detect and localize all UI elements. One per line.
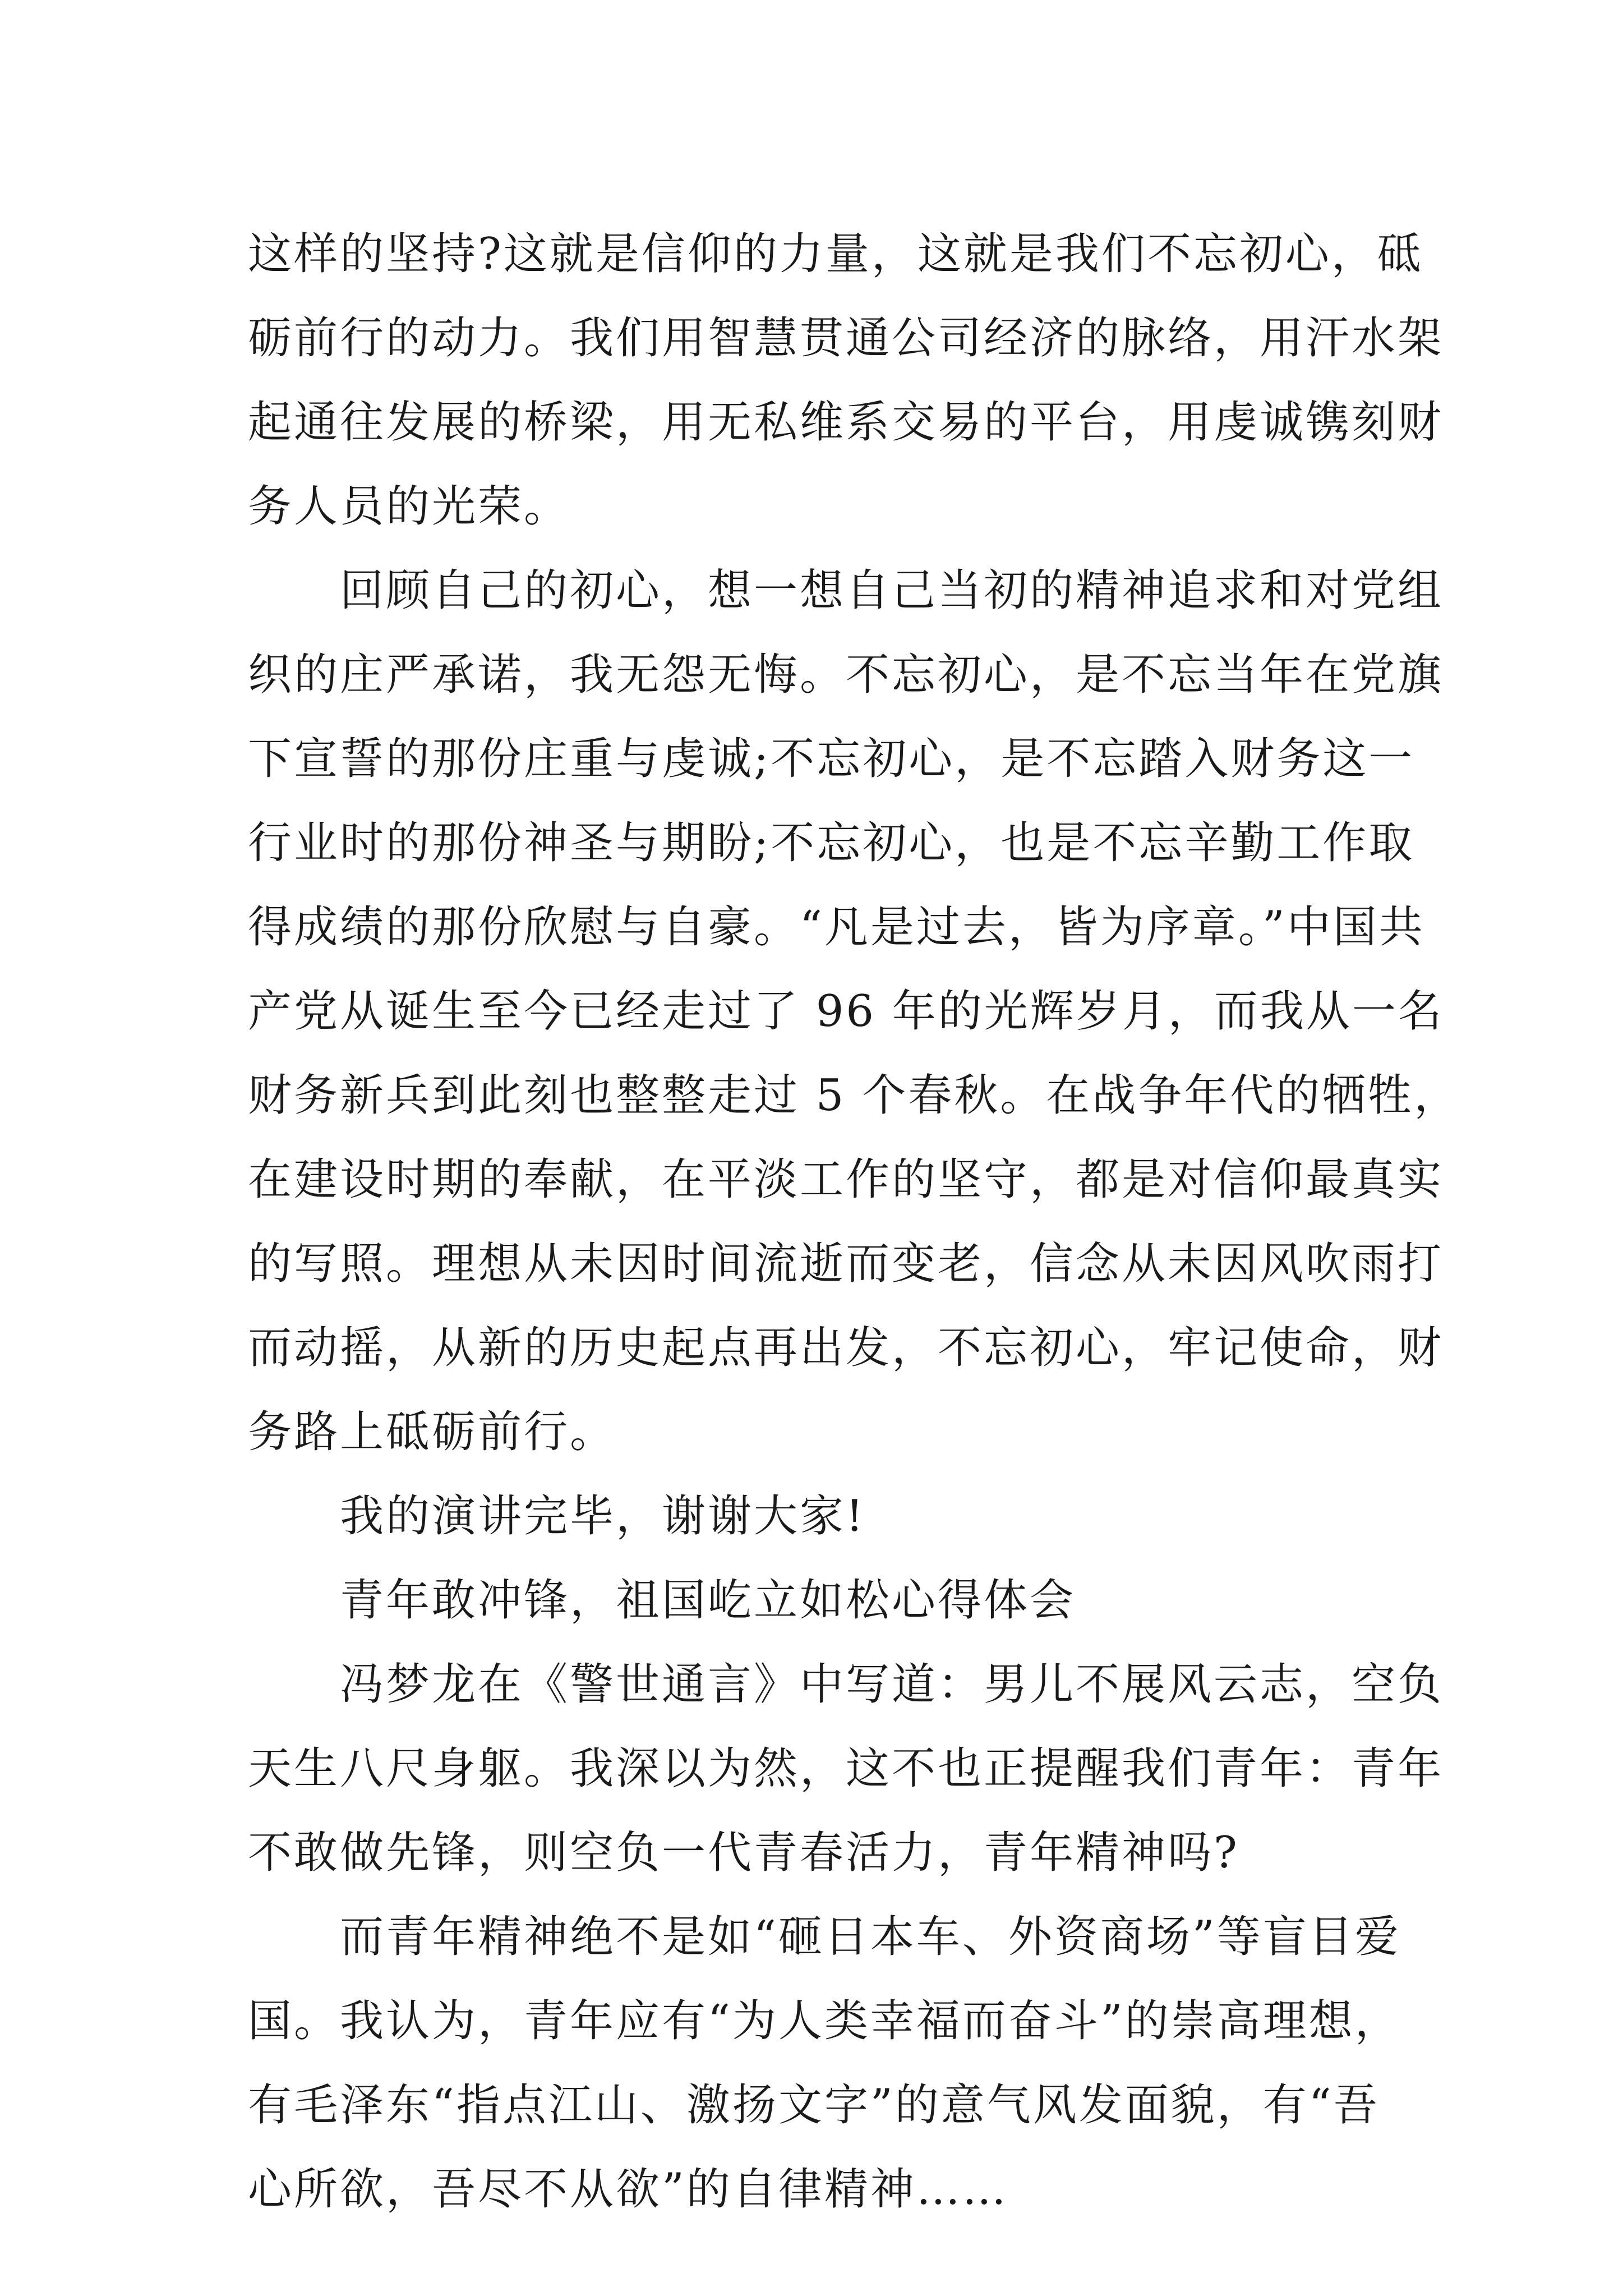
text-line: 而青年精神绝不是如“砸日本车、外资商场”等盲目爱 bbox=[248, 1912, 1401, 1962]
text-line: 回顾自己的初心，想一想自己当初的精神追求和对党组 bbox=[248, 565, 1444, 616]
text-line: 行业时的那份神圣与期盼;不忘初心，也是不忘辛勤工作取 bbox=[248, 818, 1415, 868]
text-line: 国。我认为，青年应有“为人类幸福而奋斗”的崇高理想， bbox=[248, 1996, 1401, 2046]
text-line: 下宣誓的那份庄重与虔诚;不忘初心，是不忘踏入财务这一 bbox=[248, 734, 1415, 784]
text-line: 不敢做先锋，则空负一代青春活力，青年精神吗? bbox=[248, 1828, 1239, 1878]
text-line: 砺前行的动力。我们用智慧贯通公司经济的脉络，用汗水架 bbox=[248, 313, 1444, 364]
text-line: 务路上砥砺前行。 bbox=[248, 1407, 616, 1457]
text-line: 务人员的光荣。 bbox=[248, 481, 570, 532]
text-line: 而动摇，从新的历史起点再出发，不忘初心，牢记使命，财 bbox=[248, 1323, 1444, 1373]
text-line: 的写照。理想从未因时间流逝而变老，信念从未因风吹雨打 bbox=[248, 1239, 1444, 1289]
section-heading: 青年敢冲锋，祖国屹立如松心得体会 bbox=[248, 1575, 1076, 1626]
text-line: 有毛泽东“指点江山、激扬文字”的意气风发面貌，有“吾 bbox=[248, 2080, 1380, 2131]
text-line: 产党从诞生至今已经走过了 96 年的光辉岁月，而我从一名 bbox=[248, 986, 1444, 1037]
text-line: 起通往发展的桥梁，用无私维系交易的平台，用虔诚镌刻财 bbox=[248, 397, 1444, 448]
text-line: 这样的坚持?这就是信仰的力量，这就是我们不忘初心，砥 bbox=[248, 229, 1423, 279]
text-line: 在建设时期的奉献，在平淡工作的坚守，都是对信仰最真实 bbox=[248, 1154, 1444, 1205]
text-line: 我的演讲完毕，谢谢大家! bbox=[248, 1491, 866, 1542]
text-line: 织的庄严承诺，我无怨无悔。不忘初心，是不忘当年在党旗 bbox=[248, 650, 1444, 700]
text-line: 心所欲，吾尽不从欲”的自律精神…… bbox=[248, 2164, 1008, 2215]
text-line: 冯梦龙在《警世通言》中写道：男儿不展风云志，空负 bbox=[248, 1659, 1444, 1710]
body-text bbox=[248, 212, 1460, 2231]
text-line: 财务新兵到此刻也整整走过 5 个春秋。在战争年代的牺牲， bbox=[248, 1070, 1460, 1121]
text-line: 得成绩的那份欣慰与自豪。“凡是过去，皆为序章。”中国共 bbox=[248, 902, 1425, 953]
text-line: 天生八尺身躯。我深以为然，这不也正提醒我们青年：青年 bbox=[248, 1743, 1444, 1794]
